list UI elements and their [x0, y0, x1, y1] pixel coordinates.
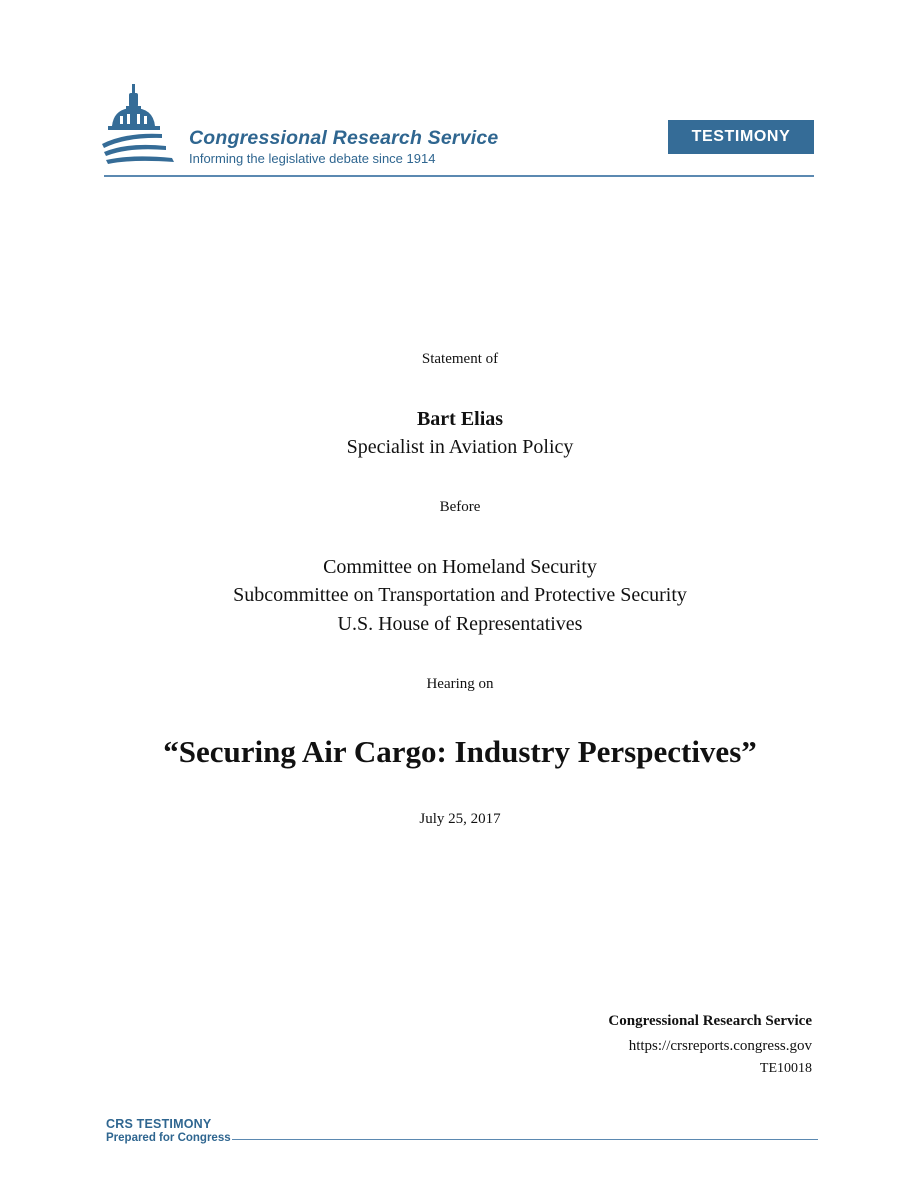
chamber-name: U.S. House of Representatives [337, 613, 583, 635]
committee-name: Committee on Homeland Security [323, 556, 597, 578]
witness-name: Bart Elias [416, 408, 504, 430]
page-header [0, 0, 920, 180]
witness-title: Specialist in Aviation Policy [346, 436, 574, 458]
brand-name: Congressional Research Service [189, 127, 499, 149]
hearing-label: Hearing on [426, 676, 494, 692]
subcommittee-name: Subcommittee on Transportation and Protective Security [233, 584, 687, 606]
header-divider [104, 175, 814, 177]
publisher-url[interactable]: https://crsreports.congress.gov [628, 1038, 812, 1054]
publisher-name: Congressional Research Service [608, 1013, 812, 1029]
report-id: TE10018 [759, 1061, 812, 1076]
brand-tagline: Informing the legislative debate since 1914 [189, 151, 436, 166]
testimony-badge: TESTIMONY [668, 120, 814, 154]
statement-intro: Statement of [421, 351, 499, 367]
hearing-date: July 25, 2017 [419, 811, 501, 827]
hearing-title: “Securing Air Cargo: Industry Perspectives” [163, 734, 757, 769]
footer-brand [106, 1117, 231, 1145]
footer-subtitle: Prepared for Congress [106, 1132, 231, 1144]
footer-divider [232, 1139, 818, 1140]
before-label: Before [439, 499, 481, 515]
capitol-dome-icon [102, 82, 184, 168]
footer-title: CRS TESTIMONY [106, 1117, 212, 1131]
